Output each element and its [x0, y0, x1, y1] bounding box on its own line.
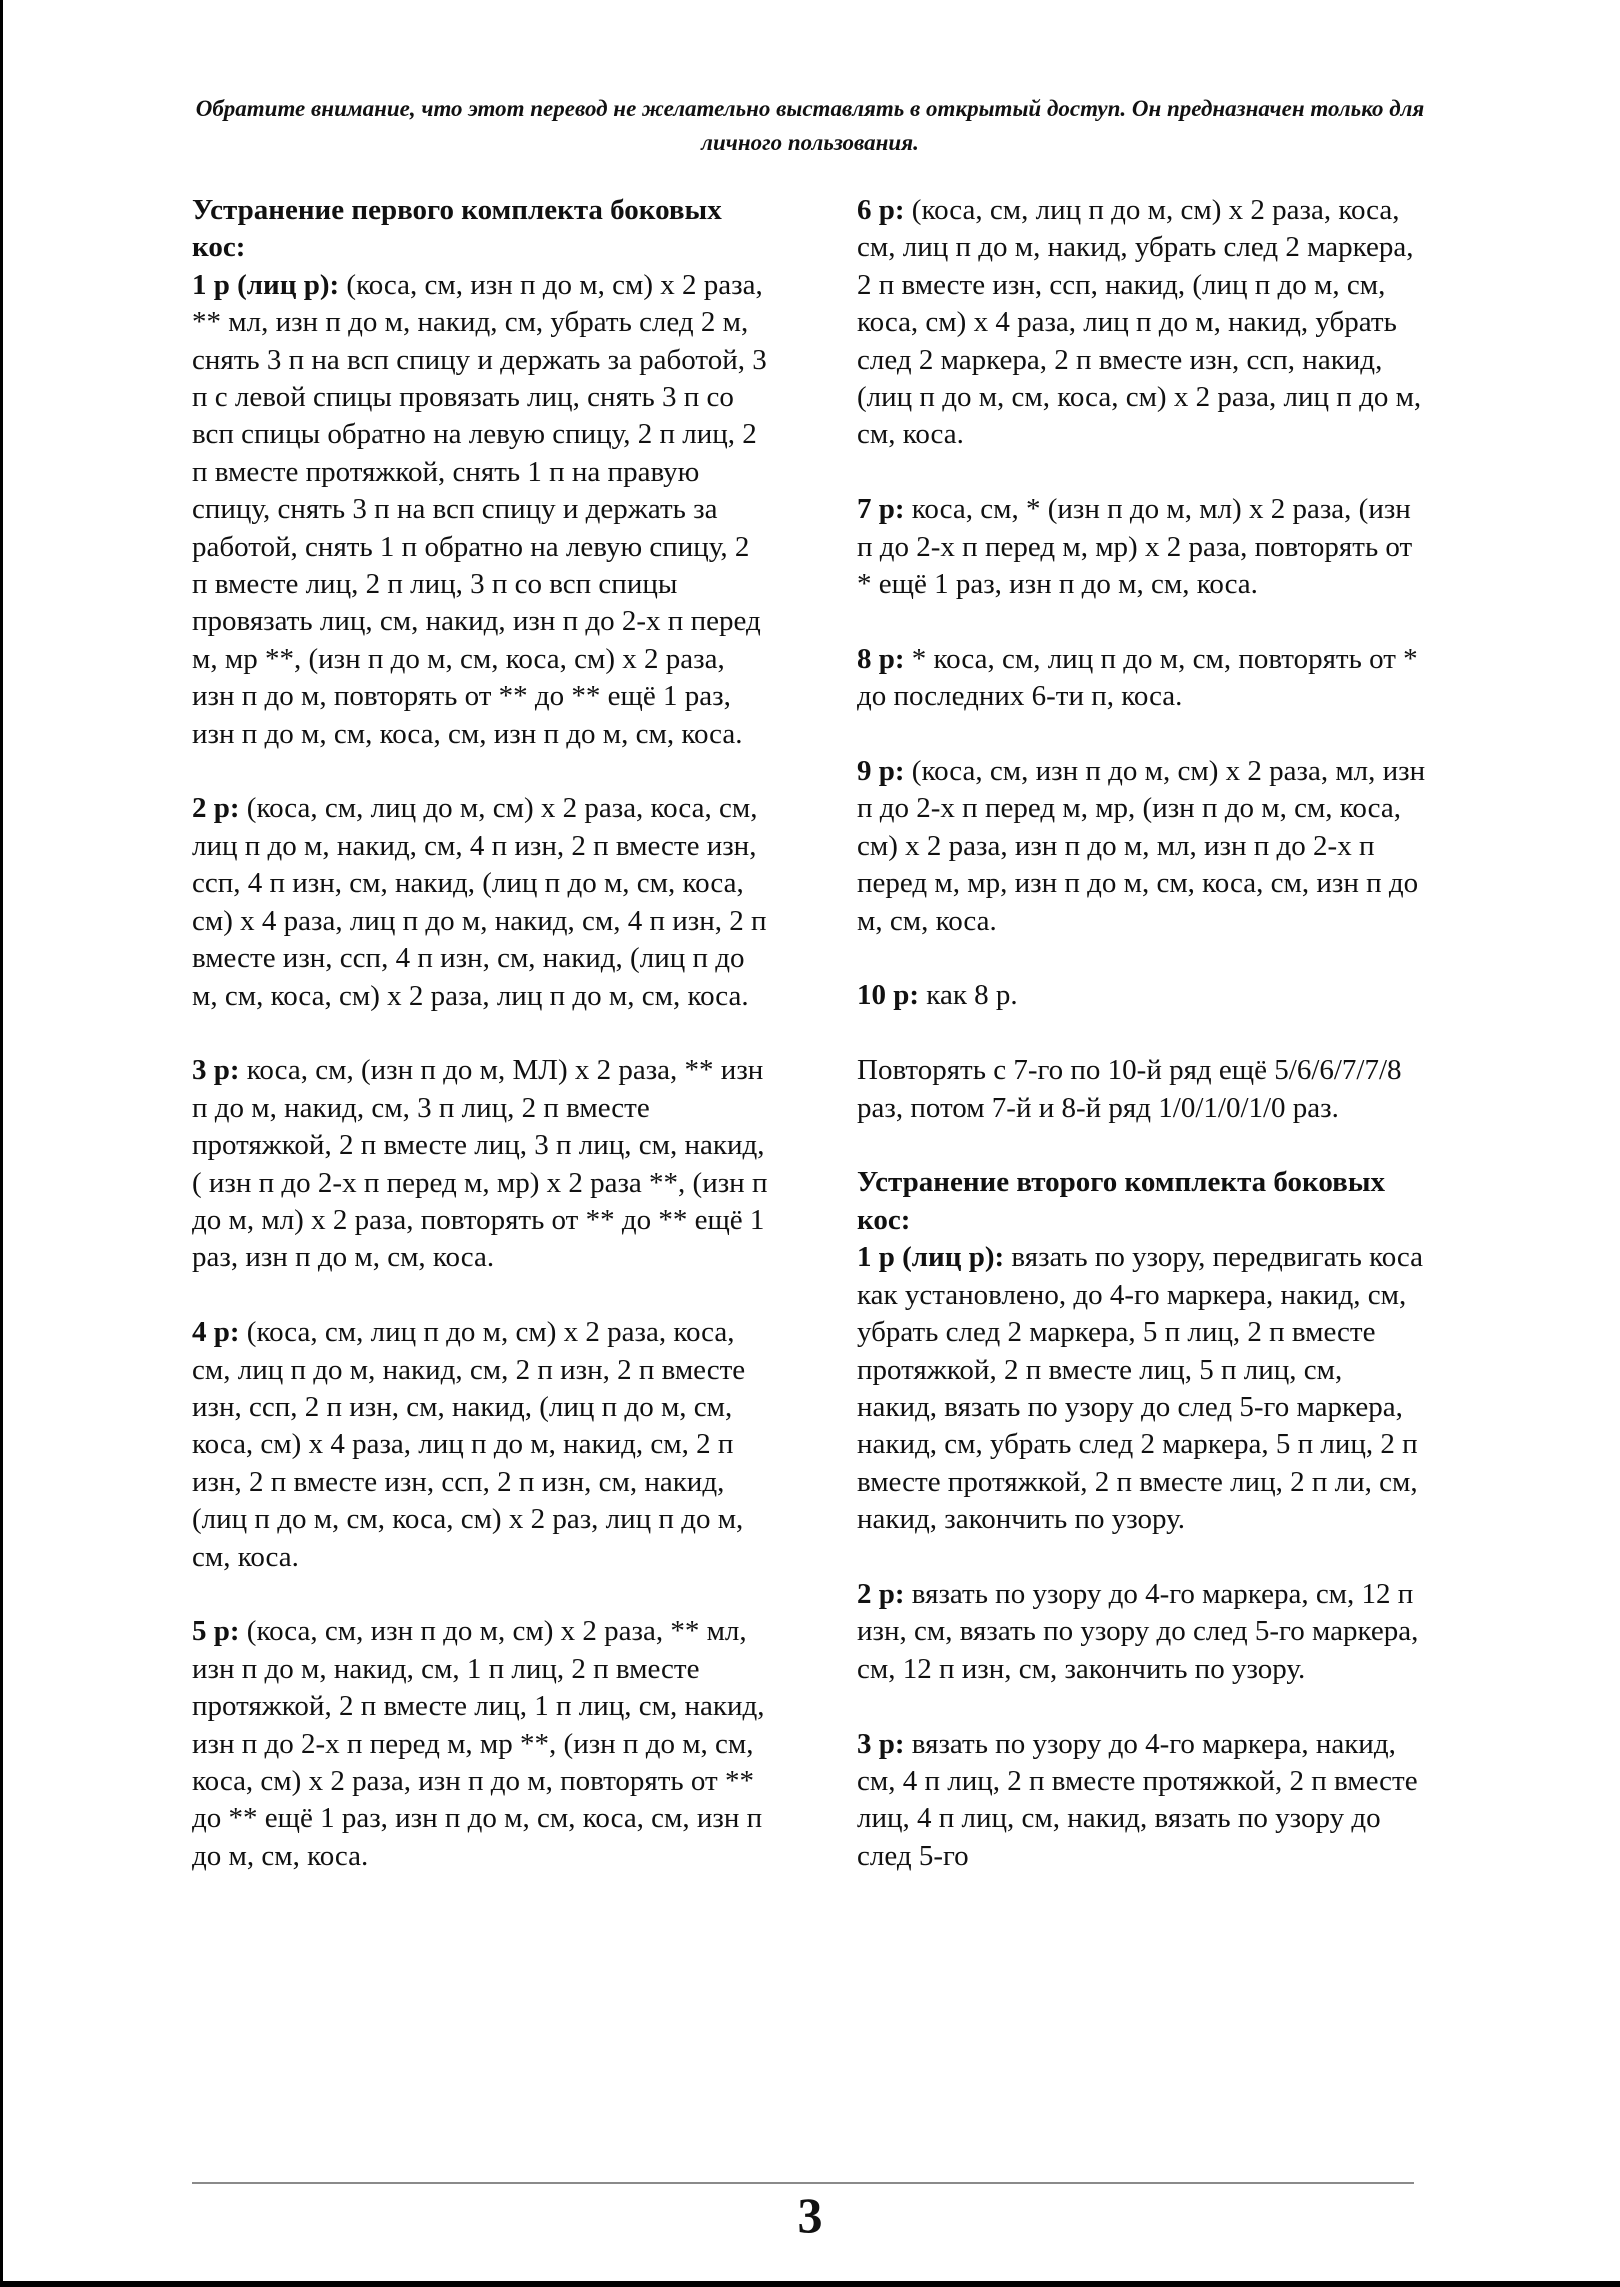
row-instruction	[857, 753, 1427, 940]
page-border-left	[0, 0, 3, 2287]
row-text: (коса, см, лиц до м, см) х 2 раза, коса, см, лиц п до м, накид, см, 4 п изн, 2 п вместе изн, ссп, 4 п изн, см, накид, (лиц п до м, см, коса, см) х 4 раза, лиц п до м, накид, см, 4 п изн, 2 п вместе изн, ссп, 4 п изн, см, накид, (лиц п до м, см, коса, см) х 2 раза, лиц п до м, см, коса.	[192, 792, 767, 1012]
row-instruction	[192, 1613, 772, 1875]
usage-notice: Обратите внимание, что этот перевод не желательно выставлять в открытый доступ. Он предназначен только для личного пользования.	[195, 96, 1425, 155]
section-2-block	[857, 1164, 1427, 1538]
row-label: 2 р:	[857, 1577, 905, 1610]
row-text: коса, см, * (изн п до м, мл) х 2 раза, (изн п до 2-х п перед м, мр) х 2 раза, повторять от * ещё 1 раз, изн п до м, см, коса.	[857, 493, 1413, 601]
page-number: 3	[797, 2187, 823, 2243]
row-text: (коса, см, изн п до м, см) х 2 раза, ** мл, изн п до м, накид, см, 1 п лиц, 2 п вместе протяжкой, 2 п вместе лиц, 1 п лиц, см, накид, изн п до 2-х п перед м, мр **, (изн п до м, см, коса, см) х 2 раза, изн п до м, повторять от ** до ** ещё 1 раз, изн п до м, см, коса, см, изн п до м, см, коса.	[192, 1615, 765, 1872]
row-instruction	[192, 267, 772, 753]
row-label: 1 р (лиц р):	[192, 268, 340, 301]
row-instruction	[857, 192, 1427, 454]
footer-divider	[192, 2182, 1414, 2184]
row-instruction	[192, 1314, 772, 1576]
row-label: 8 р:	[857, 642, 905, 675]
row-text: (коса, см, лиц п до м, см) х 2 раза, коса, см, лиц п до м, накид, убрать след 2 маркера, 2 п вместе изн, ссп, накид, (лиц п до м, см, коса, см) х 4 раза, лиц п до м, накид, убрать след 2 маркера, 2 п вместе изн, ссп, накид, (лиц п до м, см, коса, см) х 2 раза, лиц п до м, см, коса.	[857, 194, 1422, 451]
row-label: 6 р:	[857, 194, 905, 226]
row-label: 10 р:	[857, 979, 920, 1012]
row-text: (коса, см, лиц п до м, см) х 2 раза, коса, см, лиц п до м, накид, см, 2 п изн, 2 п вместе изн, ссп, 2 п изн, см, накид, (лиц п до м, см, коса, см) х 4 раза, лиц п до м, накид, см, 2 п изн, 2 п вместе изн, ссп, 2 п изн, см, накид, (лиц п до м, см, коса, см) х 2 раз, лиц п до м, см, коса.	[192, 1316, 746, 1573]
section-heading: Устранение первого комплекта боковых кос:	[192, 194, 722, 264]
row-label: 3 р:	[192, 1054, 240, 1087]
page-border-bottom	[0, 2281, 1620, 2287]
left-column	[192, 192, 772, 1875]
row-label: 1 р (лиц р):	[857, 1241, 1005, 1274]
section-heading: Устранение второго комплекта боковых кос:	[857, 1166, 1385, 1236]
row-instruction	[857, 491, 1427, 603]
section-1-block	[192, 192, 772, 753]
row-text: (коса, см, изн п до м, см) х 2 раза, ** мл, изн п до м, накид, см, убрать след 2 м, снять 3 п на всп спицу и держать за работой, 3 п с левой спицы провязать лиц, снять 3 п со всп спицы обратно на левую спицу, 2 п лиц, 2 п вместе протяжкой, снять 1 п на правую спицу, снять 3 п на всп спицу и держать за работой, снять 1 п обратно на левую спицу, 2 п вместе лиц, 2 п лиц, 3 п со всп спицы провязать лиц, см, накид, изн п до 2-х п перед м, мр **, (изн п до м, см, коса, см) х 2 раза, изн п до м, повторять от ** до ** ещё 1 раз, изн п до м, см, коса, см, изн п до м, см, коса.	[192, 268, 767, 750]
row-label: 3 р:	[857, 1727, 905, 1760]
row-instruction	[857, 1576, 1427, 1688]
row-label: 4 р:	[192, 1316, 240, 1349]
row-instruction	[857, 977, 1427, 1014]
row-text: коса, см, (изн п до м, МЛ) х 2 раза, ** изн п до м, накид, см, 3 п лиц, 2 п вместе протяжкой, 2 п вместе лиц, 3 п лиц, см, накид, ( изн п до 2-х п перед м, мр) х 2 раза **, (изн п до м, мл) х 2 раза, повторять от ** до ** ещё 1 раз, изн п до м, см, коса.	[192, 1054, 768, 1274]
row-instruction	[857, 641, 1427, 716]
row-label: 2 р:	[192, 792, 240, 825]
row-instruction	[857, 1239, 1427, 1538]
row-label: 5 р:	[192, 1615, 240, 1648]
row-label: 9 р:	[857, 755, 905, 788]
row-text: (коса, см, изн п до м, см) х 2 раза, мл, изн п до 2-х п перед м, мр, (изн п до м, см, коса, см) х 2 раза, изн п до м, мл, изн п до 2-х п перед м, мр, изн п до м, см, коса, см, изн п до м, см, коса.	[857, 755, 1426, 937]
row-label: 7 р:	[857, 493, 905, 526]
row-text: вязать по узору, передвигать коса как установлено, до 4-го маркера, накид, см, убрать след 2 маркера, 5 п лиц, 2 п вместе протяжкой, 2 п вместе лиц, 5 п лиц, см, накид, вязать по узору до след 5-го маркера, накид, см, убрать след 2 маркера, 5 п лиц, 2 п вместе протяжкой, 2 п вместе лиц, 2 п ли, см, накид, закончить по узору.	[857, 1241, 1424, 1536]
row-instruction	[192, 1052, 772, 1276]
right-column	[857, 192, 1427, 1875]
row-instruction	[857, 1726, 1427, 1876]
repeat-note: Повторять с 7-го по 10-й ряд ещё 5/6/6/7/7/8 раз, потом 7-й и 8-й ряд 1/0/1/0/1/0 раз.	[857, 1054, 1402, 1124]
row-text: вязать по узору до 4-го маркера, накид, см, 4 п лиц, 2 п вместе протяжкой, 2 п вместе лиц, 4 п лиц, см, накид, вязать по узору до след 5-го	[857, 1727, 1418, 1872]
row-text: вязать по узору до 4-го маркера, см, 12 п изн, см, вязать по узору до след 5-го маркера, см, 12 п изн, см, закончить по узору.	[857, 1577, 1419, 1685]
row-text: * коса, см, лиц п до м, см, повторять от * до последних 6-ти п, коса.	[857, 642, 1418, 713]
row-text: как 8 р.	[926, 979, 1018, 1012]
row-instruction	[192, 790, 772, 1014]
